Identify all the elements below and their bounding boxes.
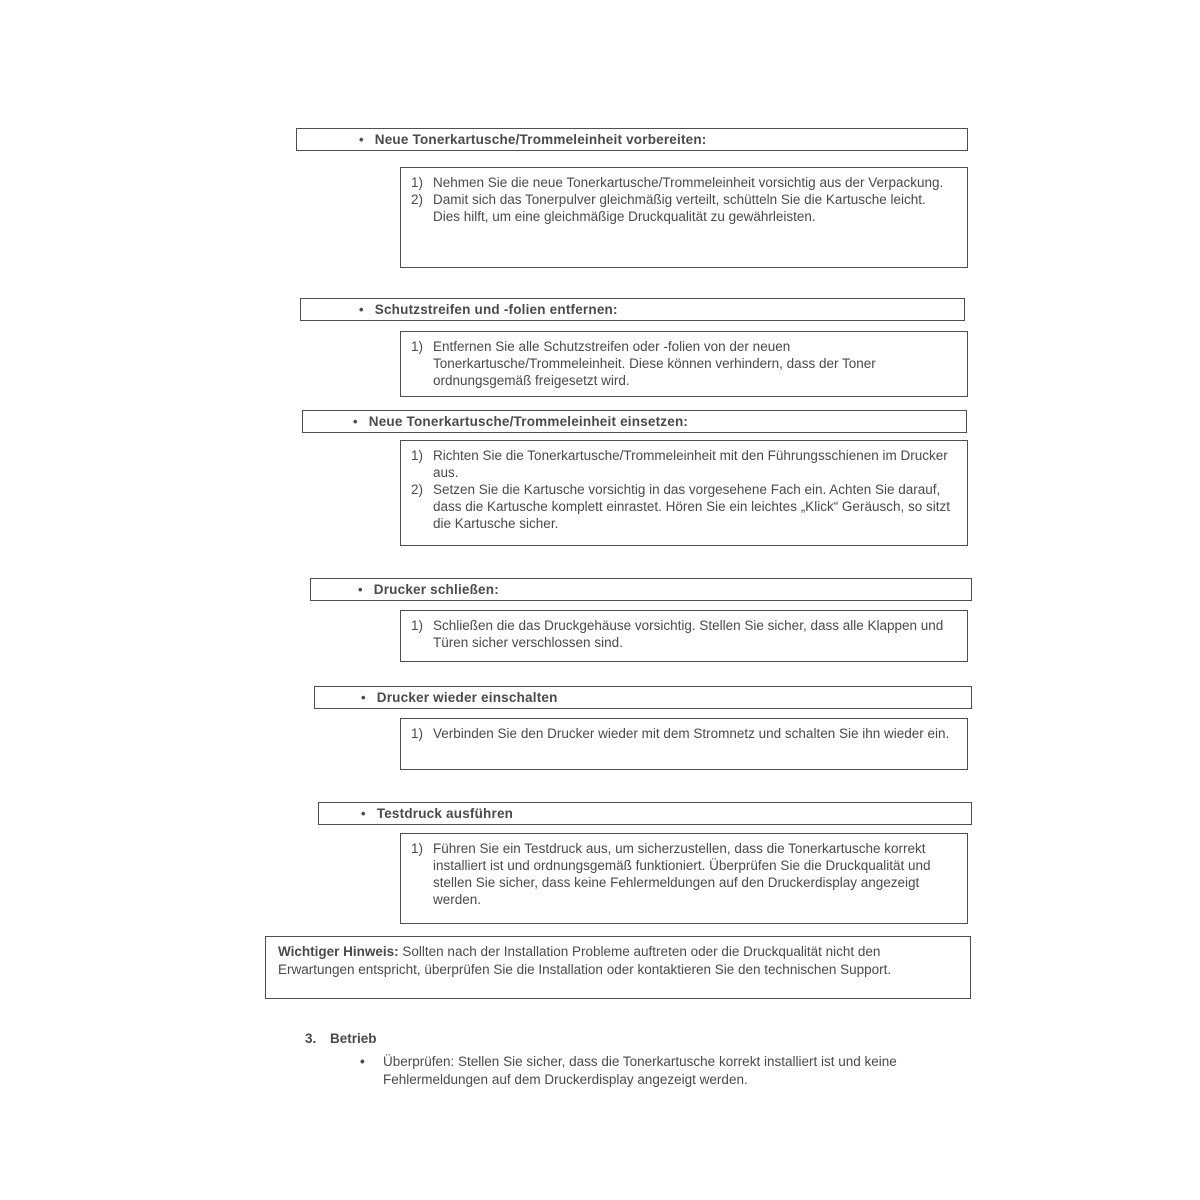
- bullet-icon: •: [361, 805, 366, 821]
- item-text: Nehmen Sie die neue Tonerkartusche/Trommeleinheit vorsichtig aus der Verpackung.: [433, 175, 944, 190]
- bullet-icon: •: [353, 413, 358, 429]
- section-heading-close-printer: [310, 578, 972, 601]
- bullet-icon: •: [359, 131, 364, 147]
- item-number: 1): [411, 339, 424, 354]
- footer-bullet-row: [305, 1053, 925, 1089]
- item-number: 1): [411, 726, 424, 741]
- list-item: [411, 191, 953, 225]
- section-content-remove-strips: [400, 331, 968, 397]
- item-text: Verbinden Sie den Drucker wieder mit dem Stromnetz und schalten Sie ihn wieder ein.: [433, 726, 950, 741]
- bullet-icon: •: [360, 1054, 365, 1069]
- item-number: 1): [411, 841, 424, 856]
- item-number: 2): [411, 192, 424, 207]
- section-heading-label: Testdruck ausführen: [376, 805, 514, 821]
- footer-title: Betrieb: [330, 1031, 377, 1046]
- item-text: Damit sich das Tonerpulver gleichmäßig verteilt, schütteln Sie die Kartusche leicht. Dies hilft, um eine gleichmäßige Druckqualität zu gewährleisten.: [433, 192, 926, 224]
- item-number: 1): [411, 618, 424, 633]
- section-heading-power-on: [314, 686, 972, 709]
- section-heading-test-print: [318, 802, 972, 825]
- list-item: [411, 338, 953, 389]
- section-heading-label: Neue Tonerkartusche/Trommeleinheit vorbereiten:: [374, 131, 707, 147]
- item-text: Schließen die das Druckgehäuse vorsichtig. Stellen Sie sicher, dass alle Klappen und Türen sicher verschlossen sind.: [433, 618, 944, 650]
- list-item: [411, 617, 953, 651]
- list-item: [411, 447, 953, 481]
- item-text: Entfernen Sie alle Schutzstreifen oder -folien von der neuen Tonerkartusche/Trommeleinheit. Diese können verhindern, dass der Toner ordnungsgemäß freigesetzt wird.: [433, 339, 876, 388]
- section-heading-label: Drucker wieder einschalten: [376, 689, 558, 705]
- bullet-icon: •: [359, 301, 364, 317]
- footer-title-row: [305, 1030, 925, 1048]
- section-heading-insert: [302, 410, 967, 433]
- important-notice-box: [265, 936, 971, 999]
- section-content-prepare: [400, 167, 968, 268]
- item-number: 1): [411, 175, 424, 190]
- footer-section: [305, 1030, 925, 1089]
- item-number: 1): [411, 448, 424, 463]
- item-text: Richten Sie die Tonerkartusche/Trommeleinheit mit den Führungsschienen im Drucker aus.: [433, 448, 948, 480]
- section-content-close-printer: [400, 610, 968, 662]
- list-item: [411, 725, 953, 742]
- item-text: Führen Sie ein Testdruck aus, um sicherzustellen, dass die Tonerkartusche korrekt installiert ist und ordnungsgemäß funktioniert. Überprüfen Sie die Druckqualität und stellen Sie sicher, dass keine Fehlermeldungen auf den Druckerdisplay angezeigt werden.: [433, 841, 931, 907]
- notice-label: Wichtiger Hinweis:: [278, 944, 399, 959]
- section-heading-label: Schutzstreifen und -folien entfernen:: [374, 301, 618, 317]
- section-heading-prepare: [296, 128, 968, 151]
- section-content-insert: [400, 440, 968, 546]
- bullet-icon: •: [358, 581, 363, 597]
- footer-number: 3.: [305, 1031, 317, 1046]
- section-content-test-print: [400, 833, 968, 924]
- section-heading-label: Neue Tonerkartusche/Trommeleinheit einsetzen:: [368, 413, 689, 429]
- bullet-icon: •: [361, 689, 366, 705]
- list-item: [411, 174, 953, 191]
- section-content-power-on: [400, 718, 968, 770]
- footer-bullet-text: Überprüfen: Stellen Sie sicher, dass die Tonerkartusche korrekt installiert ist und keine Fehlermeldungen auf dem Druckerdisplay angezeigt werden.: [383, 1054, 897, 1087]
- list-item: [411, 481, 953, 532]
- section-heading-remove-strips: [300, 298, 965, 321]
- notice-text: Sollten nach der Installation Probleme auftreten oder die Druckqualität nicht den Erwartungen entspricht, überprüfen Sie die Installation oder kontaktieren Sie den technischen Support.: [278, 944, 892, 977]
- section-heading-label: Drucker schließen:: [373, 581, 499, 597]
- item-text: Setzen Sie die Kartusche vorsichtig in das vorgesehene Fach ein. Achten Sie darauf, dass die Kartusche komplett einrastet. Hören Sie ein leichtes „Klick“ Geräusch, so sitzt die Kartusche sicher.: [433, 482, 950, 531]
- item-number: 2): [411, 482, 424, 497]
- list-item: [411, 840, 953, 908]
